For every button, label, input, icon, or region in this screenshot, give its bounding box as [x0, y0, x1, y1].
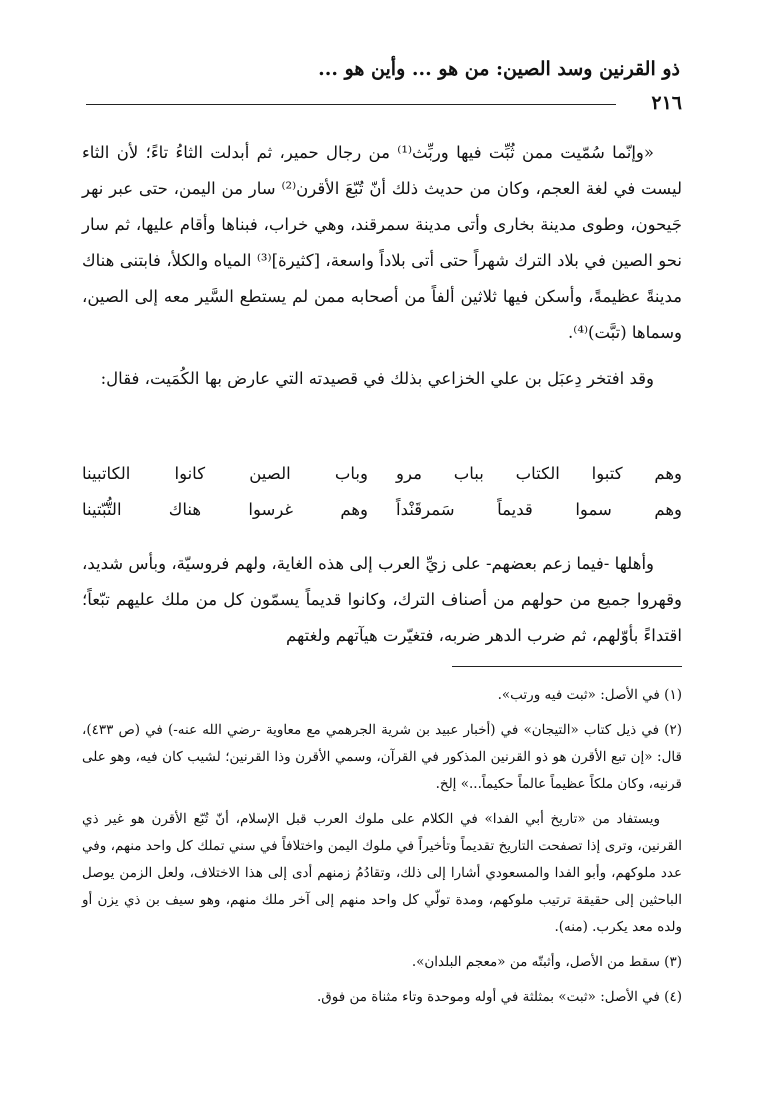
poem-verse [82, 456, 682, 492]
page-number: ٢١٦ [651, 92, 682, 114]
verse-second-hemistich: وباب الصين كانوا الكاتبينا [82, 464, 368, 483]
verse-first-hemistich: وهم كتبوا الكتاب بباب مرو [396, 464, 682, 483]
footnotes [82, 682, 682, 1015]
poem-verse [82, 492, 682, 528]
header-rule [86, 104, 616, 105]
paragraph-1: «وإنّما سُمّيت ممن ثُبِّت فيها وربِّث⁽¹⁾ من رجال حمير، ثم أبدلت الثاءُ تاءً؛ لأن الثاء ليست في لغة العجم، وكان من حديث ذلك أنّ تُبّعَ الأقرن⁽²⁾ سار من اليمن، حتى عبر نهر جَيحون، وطوى مدينة بخارى وأتى مدينة سمرقند، وهي خراب، فبناها وأقام عليها، ثم سار نحو الصين في بلاد الترك شهراً حتى أتى بلاداً واسعة، [كثيرة]⁽³⁾ المياه والكلأ، فابتنى هناك مدينةً عظيمةً، وأسكن فيها ثلاثين ألفاً من أصحابه ممن لم يستطع السَّير معه إلى الصين، وسماها (تبَّت)⁽⁴⁾. [82, 143, 682, 342]
main-text [82, 135, 682, 397]
verse-second-hemistich: وهم غرسوا هناك التُّبّتينا [82, 500, 368, 519]
paragraph-3: وأهلها -فيما زعم بعضهم- على زيِّ العرب إلى هذه الغاية، ولهم فروسيّة، وبأس شديد، وقهروا جميع من حولهم من أصناف الترك، وكانوا قديماً يسمّون كل من ملك عليهم تبّعاً؛ اقتداءً بأوّلهم، ثم ضرب الدهر ضربه، فتغيّرت هيآتهم ولغتهم [82, 554, 682, 645]
footnote-separator [452, 666, 682, 667]
running-header [70, 58, 680, 88]
footnote-1: (١) في الأصل: «ثبت فيه ورتب». [497, 687, 682, 703]
paragraph-2: وقد افتخر دِعبَل بن علي الخزاعي بذلك في قصيدته التي عارض بها الكُمَيت، فقال: [100, 369, 654, 388]
footnote-2: (٢) في ذيل كتاب «التيجان» في (أخبار عبيد بن شرية الجرهمي مع معاوية -رضي الله عنه-) في (ص ٤٣٣)، قال: «إن تبع الأقرن هو ذو القرنين المذكور في القرآن، وسمي الأقرن وذا القرنين؛ لشيب كان فيه، وهو على قرنيه، وكان ملكاً عظيماً عالماً حكيماً...» إلخ. [82, 722, 682, 792]
footnote-3: (٣) سقط من الأصل، وأثبتّه من «معجم البلدان». [411, 954, 682, 970]
header-title: ذو القرنين وسد الصين: من هو ... وأين هو ... [318, 58, 680, 80]
poem [82, 456, 682, 528]
verse-first-hemistich: وهم سموا قديماً سَمرقَنْداً [396, 500, 682, 519]
footnote-2-continued: ويستفاد من «تاريخ أبي الفدا» في الكلام على ملوك العرب قبل الإسلام، أنّ تُبّع الأقرن هو غير ذي القرنين، وترى إذا تصفحت التاريخ تقديماً وتأخيراً في ملوك اليمن واختلافاً في سني تملك كل واحد منهم، وفي عدد ملوكهم، وأبو الفدا والمسعودي أشارا إلى ذلك، وتقادُمُ زمنهم أدى إلى هذا الاختلاف، ولعل الزمن يوصل الباحثين إلى حقيقة ترتيب ملوكهم، ومدة تولّي كل واحد منهم إلى آخر ملك منهم، وهو سيف بن ذي يزن أو ولده معد يكرب. (منه). [82, 811, 682, 935]
footnote-4: (٤) في الأصل: «ثبت» بمثلثة في أوله وموحدة وتاء مثناة من فوق. [317, 989, 682, 1005]
main-text-continued [82, 546, 682, 654]
